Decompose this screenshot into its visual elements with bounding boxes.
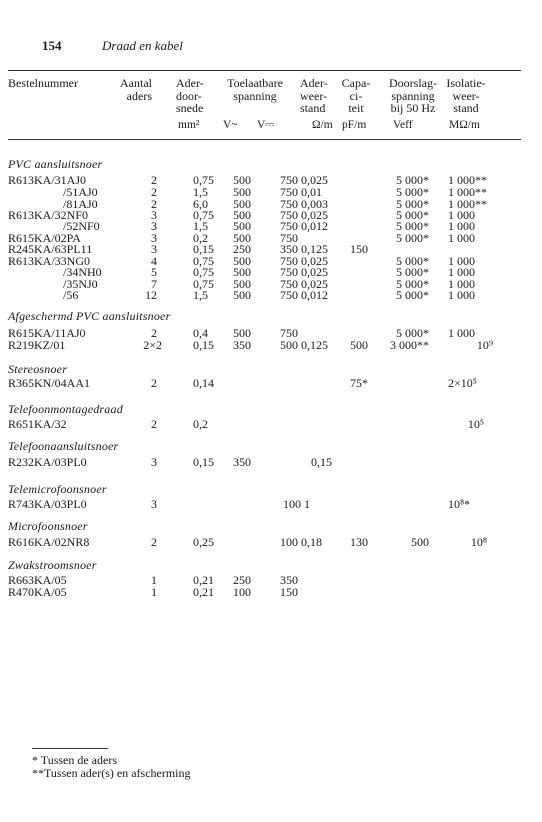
unit-mm2: mm² xyxy=(178,119,200,131)
section-title: PVC aansluitsnoer xyxy=(8,157,103,171)
cell-aantal-aders: 2 xyxy=(151,376,157,390)
cell-bestelnummer: R651KA/32 xyxy=(8,417,67,431)
cell-aderweerstand: 750 0,025 xyxy=(280,254,328,268)
section-title: Telemicrofoonsnoer xyxy=(8,482,107,496)
cell-aantal-aders: 4 xyxy=(151,254,157,268)
cell-doorslagspanning: 5 000* xyxy=(396,197,429,211)
cell-capaciteit: 130 xyxy=(350,535,368,549)
unit-vac: V~ xyxy=(223,119,238,131)
header-aderw-line-2: weer- xyxy=(300,88,328,103)
cell-aderdoorsnede: 0,14 xyxy=(193,376,214,390)
header-capa-line-2: ci- xyxy=(349,88,363,103)
cell-aderdoorsnede: 1,5 xyxy=(193,185,208,199)
cell-bestelnummer: /35NJ0 xyxy=(63,277,98,291)
cell-spanning-ac: 500 xyxy=(233,219,251,233)
cell-spanning-ac: 500 xyxy=(233,277,251,291)
section-title: Zwakstroomsnoer xyxy=(8,558,97,572)
cell-doorslagspanning: 3 000** xyxy=(390,338,429,352)
header-ader-line-3: snede xyxy=(176,101,204,115)
cell-aderweerstand: 750 0,025 xyxy=(280,265,328,279)
cell-aderdoorsnede: 0,75 xyxy=(193,173,214,187)
cell-aantal-aders: 5 xyxy=(151,265,157,279)
cell-doorslagspanning: 5 000* xyxy=(396,277,429,291)
header-doors-line-3: bij 50 Hz xyxy=(390,101,436,115)
cell-aderweerstand: 100 1 xyxy=(283,497,310,511)
header-aderw-line-1: Ader- xyxy=(300,76,328,90)
cell-aderweerstand: 750 0,025 xyxy=(280,173,328,187)
cell-aderweerstand: 750 0,025 xyxy=(280,208,328,222)
cell-bestelnummer: R470KA/05 xyxy=(8,585,67,599)
cell-bestelnummer: R613KA/32NF0 xyxy=(8,208,89,222)
page-title: Draad en kabel xyxy=(102,38,183,53)
header-capa-line-3: teit xyxy=(348,101,364,115)
cell-spanning-ac: 500 xyxy=(233,326,251,340)
header-isol-line-3: stand xyxy=(453,101,479,115)
cell-bestelnummer: /56 xyxy=(63,288,79,302)
cell-bestelnummer: R615KA/02PA xyxy=(8,231,81,245)
cell-aantal-aders: 3 xyxy=(151,242,157,256)
cell-spanning-ac: 500 xyxy=(233,254,251,268)
cell-aantal-aders: 1 xyxy=(151,573,157,587)
cell-bestelnummer: R616KA/02NR8 xyxy=(8,535,90,549)
cell-aderdoorsnede: 0,2 xyxy=(193,417,208,431)
cell-isolatieweerstand: 1 000 xyxy=(448,219,475,233)
cell-bestelnummer: R613KA/33NG0 xyxy=(8,254,91,268)
cell-aderdoorsnede: 0,25 xyxy=(193,535,214,549)
cell-isolatieweerstand: 10⁸ xyxy=(470,535,487,549)
cell-isolatieweerstand: 2×10⁵ xyxy=(448,376,477,390)
cell-aantal-aders: 7 xyxy=(151,277,157,291)
cell-spanning-ac: 500 xyxy=(233,185,251,199)
cell-spanning-ac: 250 xyxy=(233,242,251,256)
cell-aderweerstand: 500 0,125 xyxy=(280,338,328,352)
cell-aderdoorsnede: 1,5 xyxy=(193,288,208,302)
cell-aderdoorsnede: 0,15 xyxy=(193,338,214,352)
cell-aderweerstand: 350 0,125 xyxy=(280,242,328,256)
cell-doorslagspanning: 5 000* xyxy=(396,219,429,233)
cell-bestelnummer: /52NF0 xyxy=(63,219,100,233)
cell-aderdoorsnede: 0,21 xyxy=(193,573,214,587)
cell-aderdoorsnede: 0,4 xyxy=(193,326,208,340)
cell-aderweerstand: 750 0,01 xyxy=(280,185,322,199)
cell-doorslagspanning: 5 000* xyxy=(396,254,429,268)
cell-isolatieweerstand: 1 000 xyxy=(448,254,475,268)
cell-aderweerstand: 0,15 xyxy=(311,455,332,469)
cell-aantal-aders: 1 xyxy=(151,585,157,599)
header-toel-line-2: spanning xyxy=(233,88,277,103)
cell-aderdoorsnede: 0,2 xyxy=(193,231,208,245)
cell-aantal-aders: 2 xyxy=(151,326,157,340)
cell-aderweerstand: 100 0,18 xyxy=(280,535,322,549)
cell-bestelnummer: R613KA/31AJ0 xyxy=(8,173,87,187)
top-rule xyxy=(8,70,521,71)
cell-bestelnummer: /81AJ0 xyxy=(63,197,98,211)
header-doors-line-2: spanning xyxy=(391,88,435,103)
cell-isolatieweerstand: 10⁸* xyxy=(448,497,471,511)
cell-capaciteit: 75* xyxy=(350,376,368,390)
cell-isolatieweerstand: 1 000 xyxy=(448,208,475,222)
cell-aderweerstand: 150 xyxy=(280,585,298,599)
section-title: Telefoonaansluitsnoer xyxy=(8,439,119,453)
header-rule xyxy=(8,139,521,140)
cell-isolatieweerstand: 10⁹ xyxy=(476,338,493,352)
cell-spanning-ac: 500 xyxy=(233,288,251,302)
footnote-2: **Tussen ader(s) en afscherming xyxy=(32,766,191,780)
cell-isolatieweerstand: 1 000 xyxy=(448,277,475,291)
header-aderw-line-3: stand xyxy=(300,101,326,115)
header-capa-line-1: Capa- xyxy=(341,76,371,90)
cell-spanning-ac: 500 xyxy=(233,265,251,279)
footnote-1: * Tussen de aders xyxy=(32,753,118,767)
cell-aderweerstand: 750 0,012 xyxy=(280,288,328,302)
cell-aderdoorsnede: 0,75 xyxy=(193,277,214,291)
cell-doorslagspanning: 5 000* xyxy=(396,265,429,279)
cell-aderweerstand: 750 xyxy=(280,326,298,340)
cell-doorslagspanning: 5 000* xyxy=(396,173,429,187)
cell-doorslagspanning: 5 000* xyxy=(396,185,429,199)
section-title: Stereosnoer xyxy=(8,362,68,376)
unit-mohm: MΩ/m xyxy=(449,119,480,131)
cell-aantal-aders: 3 xyxy=(151,231,157,245)
unit-pf: pF/m xyxy=(342,119,367,131)
cell-doorslagspanning: 5 000* xyxy=(396,326,429,340)
cell-doorslagspanning: 5 000* xyxy=(396,288,429,302)
header-ader-line-2: door- xyxy=(176,88,202,103)
cell-isolatieweerstand: 1 000 xyxy=(448,326,475,340)
cell-aderdoorsnede: 0,15 xyxy=(193,455,214,469)
cell-aderweerstand: 750 xyxy=(280,231,298,245)
cell-aderweerstand: 350 xyxy=(280,573,298,587)
cell-aantal-aders: 3 xyxy=(151,455,157,469)
cell-spanning-ac: 250 xyxy=(233,573,251,587)
cell-aantal-aders: 2 xyxy=(151,417,157,431)
cell-isolatieweerstand: 1 000 xyxy=(448,265,475,279)
cell-aderweerstand: 750 0,012 xyxy=(280,219,328,233)
cell-isolatieweerstand: 1 000** xyxy=(448,197,487,211)
cell-spanning-ac: 500 xyxy=(233,231,251,245)
cell-bestelnummer: /34NH0 xyxy=(63,265,102,279)
cell-aderdoorsnede: 0,21 xyxy=(193,585,214,599)
unit-ohm: Ω/m xyxy=(312,119,333,131)
cell-spanning-ac: 500 xyxy=(233,208,251,222)
cell-bestelnummer: R365KN/04AA1 xyxy=(8,376,91,390)
section-title: Microfoonsnoer xyxy=(8,519,88,533)
cell-aantal-aders: 3 xyxy=(151,497,157,511)
cell-bestelnummer: R743KA/03PL0 xyxy=(8,497,87,511)
header-doors-line-1: Doorslag- xyxy=(389,76,437,90)
unit-vdc: V⎓ xyxy=(257,119,275,131)
header-aantal-line-1: Aantal xyxy=(120,76,152,90)
cell-bestelnummer: R245KA/63PL11 xyxy=(8,242,93,256)
cell-doorslagspanning: 5 000* xyxy=(396,208,429,222)
cell-aderdoorsnede: 0,15 xyxy=(193,242,214,256)
cell-bestelnummer: /51AJ0 xyxy=(63,185,98,199)
page-number: 154 xyxy=(42,38,62,53)
cell-aderdoorsnede: 6,0 xyxy=(193,197,208,211)
cell-capaciteit: 500 xyxy=(350,338,368,352)
cell-bestelnummer: R219KZ/01 xyxy=(8,338,66,352)
cell-aantal-aders: 2 xyxy=(151,185,157,199)
cell-isolatieweerstand: 1 000 xyxy=(448,231,475,245)
cell-aantal-aders: 3 xyxy=(151,219,157,233)
cell-aderweerstand: 750 0,025 xyxy=(280,277,328,291)
cell-isolatieweerstand: 1 000 xyxy=(448,288,475,302)
cell-aantal-aders: 2×2 xyxy=(143,338,162,352)
cell-aantal-aders: 2 xyxy=(151,197,157,211)
header-besteln-line-1: Bestelnummer xyxy=(8,76,78,90)
header-isol-line-2: weer- xyxy=(452,88,480,103)
header-ader-line-1: Ader- xyxy=(176,76,204,90)
cell-aderdoorsnede: 0,75 xyxy=(193,208,214,222)
header-toel-line-1: Toelaatbare xyxy=(227,76,283,90)
cell-aantal-aders: 12 xyxy=(145,288,157,302)
cell-bestelnummer: R615KA/11AJ0 xyxy=(8,326,86,340)
cell-aderdoorsnede: 1,5 xyxy=(193,219,208,233)
unit-veff: Veff xyxy=(393,119,413,131)
cell-aderweerstand: 750 0,003 xyxy=(280,197,328,211)
header-isol-line-1: Isolatie- xyxy=(446,76,486,90)
cell-spanning-ac: 500 xyxy=(233,173,251,187)
cell-spanning-ac: 100 xyxy=(233,585,251,599)
cell-bestelnummer: R663KA/05 xyxy=(8,573,67,587)
footnote-rule xyxy=(32,748,108,749)
cell-isolatieweerstand: 1 000** xyxy=(448,173,487,187)
cell-spanning-ac: 350 xyxy=(233,455,251,469)
cell-aantal-aders: 3 xyxy=(151,208,157,222)
section-title: Telefoonmontagedraad xyxy=(8,402,123,416)
cell-aderdoorsnede: 0,75 xyxy=(193,265,214,279)
cell-isolatieweerstand: 10⁵ xyxy=(467,417,484,431)
cell-bestelnummer: R232KA/03PL0 xyxy=(8,455,87,469)
cell-doorslagspanning: 5 000* xyxy=(396,231,429,245)
cell-spanning-ac: 350 xyxy=(233,338,251,352)
cell-capaciteit: 150 xyxy=(350,242,368,256)
cell-aantal-aders: 2 xyxy=(151,173,157,187)
cell-spanning-ac: 500 xyxy=(233,197,251,211)
cell-aderdoorsnede: 0,75 xyxy=(193,254,214,268)
header-aantal-line-2: aders xyxy=(126,88,152,103)
cell-doorslagspanning: 500 xyxy=(411,535,429,549)
cell-isolatieweerstand: 1 000** xyxy=(448,185,487,199)
section-title: Afgeschermd PVC aansluitsnoer xyxy=(8,309,171,323)
cell-aantal-aders: 2 xyxy=(151,535,157,549)
